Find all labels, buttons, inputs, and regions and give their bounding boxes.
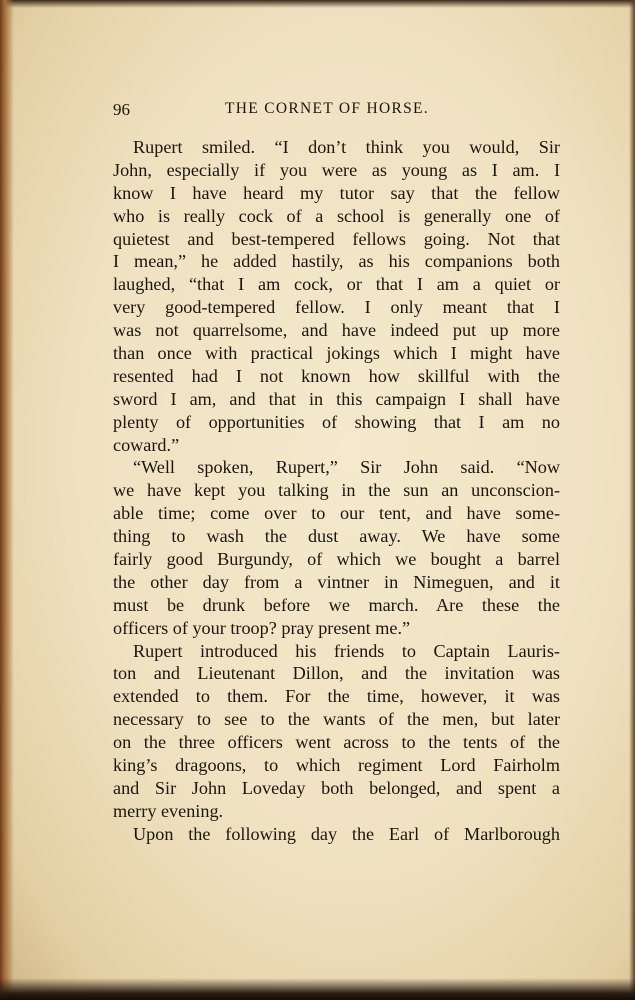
text-line: officers of your troop? pray present me.” [113, 617, 411, 638]
page-top-edge [0, 0, 635, 8]
text-line: and Sir John Loveday both belonged, and spent a [113, 777, 560, 798]
text-line: know I have heard my tutor say that the fellow [113, 182, 560, 203]
text-line: who is really cock of a school is generally one of [113, 205, 560, 226]
text-line: “Well spoken, Rupert,” Sir John said. “Now [133, 457, 560, 478]
text-line: thing to wash the dust away. We have some [113, 526, 560, 547]
text-line: than once with practical jokings which I might have [113, 343, 560, 364]
page-left-edge [0, 0, 14, 1000]
text-line: resented had I not known how skillful with the [113, 365, 560, 386]
text-line: coward.” [113, 434, 180, 455]
body-text [113, 136, 560, 846]
text-line: on the three officers went across to the tents of the [113, 732, 560, 753]
running-title: THE CORNET OF HORSE. [225, 100, 429, 117]
text-line: sword I am, and that in this campaign I shall have [113, 388, 560, 409]
text-line: Rupert introduced his friends to Captain Lauris- [133, 640, 560, 661]
text-line: fairly good Burgundy, of which we bought a barrel [113, 549, 560, 570]
text-line: extended to them. For the time, however, it was [113, 686, 560, 707]
text-line: merry evening. [113, 800, 224, 821]
text-line: ton and Lieutenant Dillon, and the invitation was [113, 663, 560, 684]
text-line: king’s dragoons, to which regiment Lord Fairholm [113, 755, 560, 776]
text-line: Rupert smiled. “I don’t think you would, Sir [133, 137, 560, 157]
page-bottom-edge [0, 978, 635, 1000]
text-line: Upon the following day the Earl of Marlborough [133, 823, 560, 844]
text-line: quietest and best-tempered fellows going. Not that [113, 228, 560, 249]
text-line: we have kept you talking in the sun an unconscion- [113, 480, 560, 501]
text-line: able time; come over to our tent, and have some- [113, 503, 560, 524]
text-line: necessary to see to the wants of the men, but later [113, 709, 560, 730]
text-line: John, especially if you were as young as I am. I [113, 159, 560, 180]
text-line: I mean,” he added hastily, as his companions both [113, 251, 560, 272]
text-line: was not quarrelsome, and have indeed put up more [113, 320, 560, 341]
page-header [113, 100, 560, 124]
text-line: laughed, “that I am cock, or that I am a quiet or [113, 274, 560, 295]
text-line: very good-tempered fellow. I only meant that I [113, 297, 560, 318]
page-number: 96 [113, 100, 130, 119]
text-line: must be drunk before we march. Are these the [113, 594, 560, 615]
text-line: plenty of opportunities of showing that I am no [113, 411, 560, 432]
page-right-edge [629, 0, 635, 1000]
text-line: the other day from a vintner in Nimeguen, and it [113, 571, 560, 592]
